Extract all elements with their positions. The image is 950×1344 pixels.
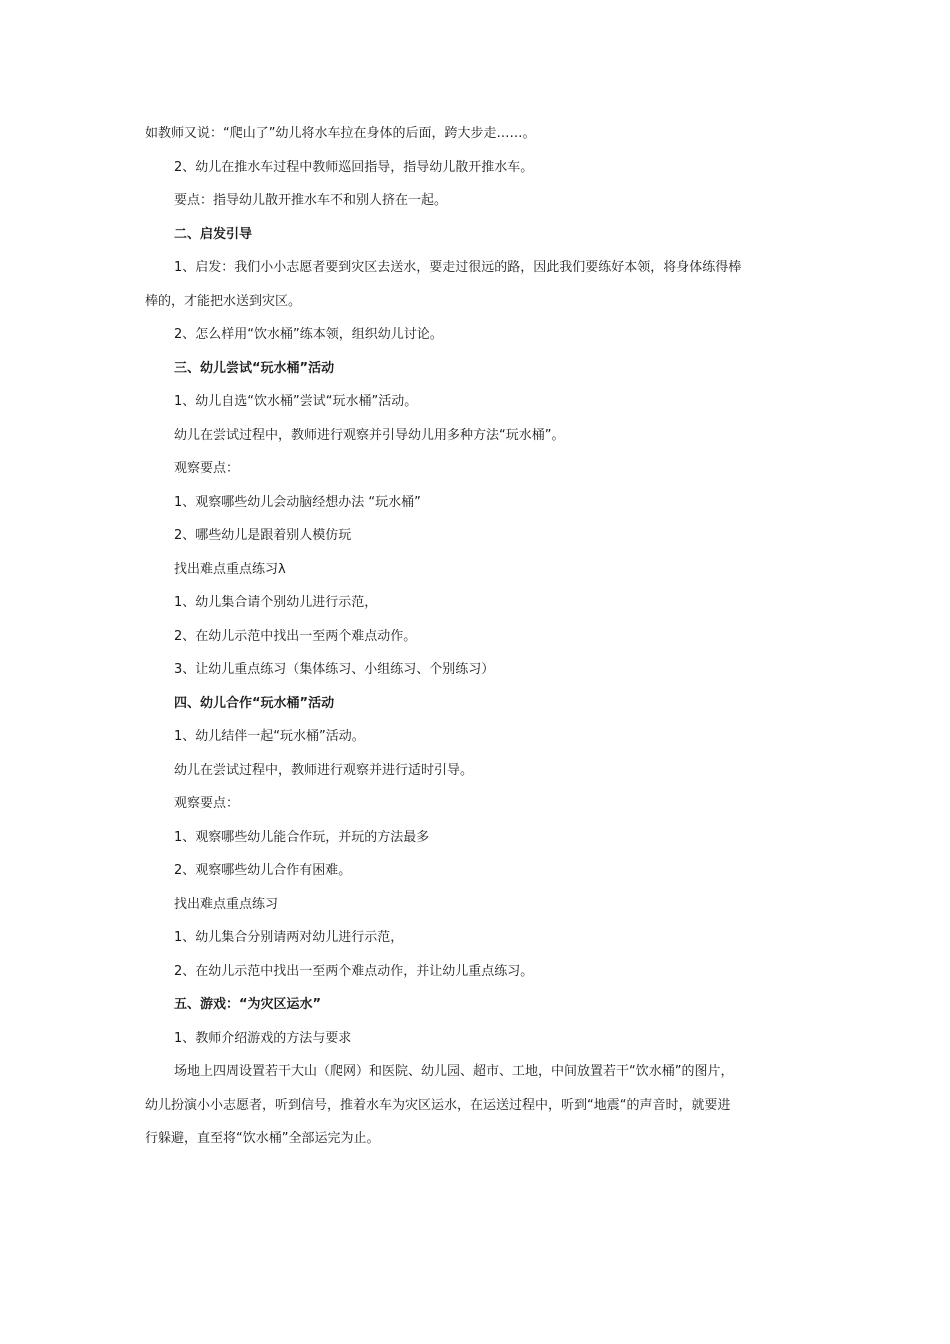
- section-heading: 二、启发引导: [174, 226, 253, 242]
- paragraph-line: 2、幼儿在推水车过程中教师巡回指导，指导幼儿散开推水车。: [174, 159, 534, 175]
- paragraph-line: 1、启发：我们小小志愿者要到灾区去送水，要走过很远的路，因此我们要练好本领，将身体练得棒: [174, 260, 742, 275]
- paragraph-line: 2、哪些幼儿是跟着别人模仿玩: [174, 528, 352, 543]
- paragraph-line: 1、观察哪些幼儿会动脑经想办法 “玩水桶”: [174, 494, 421, 510]
- paragraph-line: 幼儿在尝试过程中，教师进行观察并引导幼儿用多种方法“玩水桶”。: [174, 427, 565, 443]
- paragraph-line: 1、观察哪些幼儿能合作玩，并玩的方法最多: [174, 829, 430, 845]
- paragraph-line: 幼儿扮演小小志愿者，听到信号，推着水车为灾区运水，在运送过程中，听到“地震“的声音时，就要进: [145, 1097, 731, 1113]
- paragraph-line: 2、在幼儿示范中找出一至两个难点动作。: [174, 628, 417, 644]
- document-body: [145, 124, 810, 1163]
- section-heading: 五、游戏：“为灾区运水”: [174, 997, 322, 1012]
- paragraph-line: 2、怎么样用“饮水桶”练本领，组织幼儿讨论。: [174, 327, 443, 342]
- paragraph-line: 行躲避，直至将“饮水桶”全部运完为止。: [145, 1131, 380, 1146]
- paragraph-line: 2、在幼儿示范中找出一至两个难点动作，并让幼儿重点练习。: [174, 963, 534, 979]
- paragraph-line: 要点：指导幼儿散开推水车不和别人挤在一起。: [174, 193, 448, 208]
- paragraph-line: 1、教师介绍游戏的方法与要求: [174, 1030, 352, 1046]
- paragraph-line: 观察要点：: [174, 461, 240, 476]
- paragraph-line: 如教师又说：“爬山了”幼儿将水车拉在身体的后面，跨大步走……。: [145, 126, 536, 141]
- section-heading: 四、幼儿合作“玩水桶”活动: [174, 695, 335, 711]
- paragraph-line: 1、幼儿结伴一起“玩水桶”活动。: [174, 729, 365, 744]
- paragraph-line: 1、幼儿自选“饮水桶”尝试“玩水桶”活动。: [174, 394, 418, 409]
- paragraph-line: 1、幼儿集合请个别幼儿进行示范，: [174, 595, 378, 610]
- paragraph-line: 3、让幼儿重点练习（集体练习、小组练习、个别练习）: [174, 662, 495, 677]
- paragraph-line: 棒的，才能把水送到灾区。: [145, 293, 302, 309]
- paragraph-line: 2、观察哪些幼儿合作有困难。: [174, 863, 352, 878]
- paragraph-line: 观察要点：: [174, 796, 240, 811]
- paragraph-line: 找出难点重点练习: [174, 896, 279, 912]
- paragraph-line: 找出难点重点练习λ: [174, 561, 286, 577]
- paragraph-line: 幼儿在尝试过程中，教师进行观察并进行适时引导。: [174, 762, 474, 778]
- paragraph-line: 场地上四周设置若干大山（爬网）和医院、幼儿园、超市、工地，中间放置若干“饮水桶”的图片，: [174, 1064, 734, 1079]
- section-heading: 三、幼儿尝试“玩水桶”活动: [174, 360, 335, 376]
- paragraph-line: 1、幼儿集合分别请两对幼儿进行示范，: [174, 930, 404, 945]
